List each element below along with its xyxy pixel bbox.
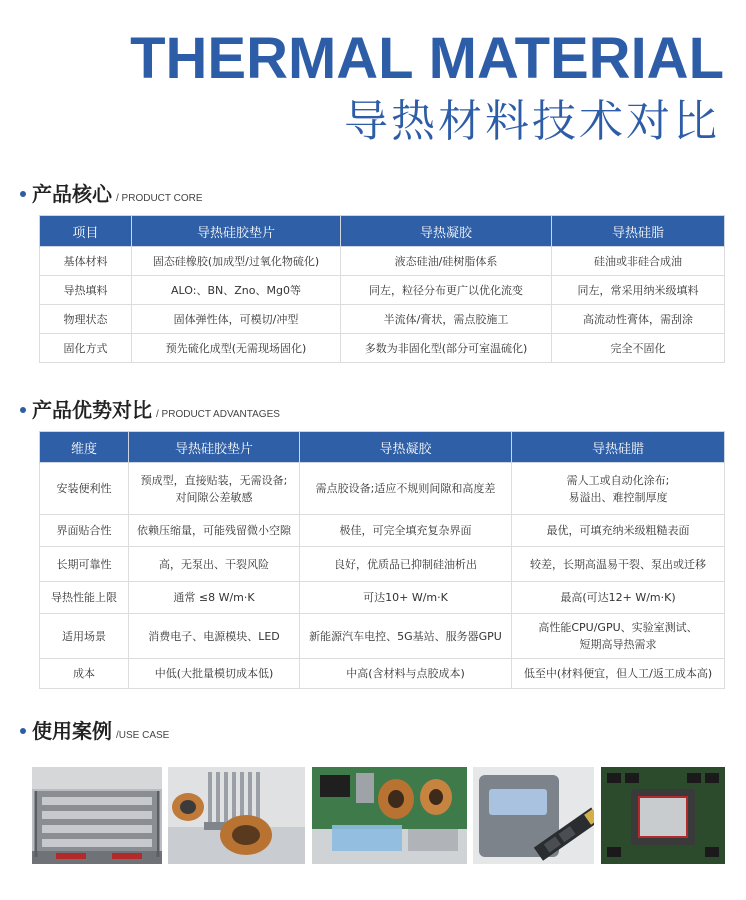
advantages-table — [39, 431, 725, 689]
hero-title-cn: 导热材料技术对比 — [344, 96, 720, 147]
table-row — [40, 305, 725, 334]
advantages-section-title: 产品优势对比 — [32, 398, 152, 422]
core-header-cell: 导热硅胶垫片 — [132, 216, 341, 247]
table-cell: 需点胶设备;适应不规则间隙和高度差 — [300, 463, 512, 515]
table-cell: 硅油或非硅合成油 — [552, 247, 725, 276]
table-cell: 物理状态 — [40, 305, 132, 334]
table-cell: 多数为非固化型(部分可室温硫化) — [341, 334, 552, 363]
heatsink-inductor-photo — [168, 767, 305, 864]
table-cell: 需人工或自动化涂布; 易溢出、难控制厚度 — [512, 463, 725, 515]
table-cell: 消费电子、电源模块、LED — [129, 614, 300, 659]
table-cell: 中低(大批量模切成本低) — [129, 659, 300, 689]
advantages-table-header-row — [40, 432, 725, 463]
table-cell: 通常 ≤8 W/m·K — [129, 582, 300, 614]
table-cell: 高流动性膏体，需刮涂 — [552, 305, 725, 334]
advantages-header-cell: 导热硅胶垫片 — [129, 432, 300, 463]
core-section-title: 产品核心 — [32, 182, 112, 206]
table-cell: 安装便利性 — [40, 463, 129, 515]
advantages-header-cell: 维度 — [40, 432, 129, 463]
cases-section-subtitle: /USE CASE — [116, 730, 170, 741]
table-row — [40, 247, 725, 276]
bullet-dot-icon — [20, 728, 26, 734]
table-cell: 成本 — [40, 659, 129, 689]
table-cell: 高性能CPU/GPU、实验室测试、 短期高导热需求 — [512, 614, 725, 659]
table-cell: 中高(含材料与点胶成本) — [300, 659, 512, 689]
table-cell: 最高(可达12+ W/m·K) — [512, 582, 725, 614]
table-cell: 导热填料 — [40, 276, 132, 305]
gpu-chip-photo — [601, 767, 725, 864]
table-cell: 可达10+ W/m·K — [300, 582, 512, 614]
core-table — [39, 215, 725, 363]
table-cell: ALO:、BN、Zno、Mg0等 — [132, 276, 341, 305]
core-header-cell: 导热凝胶 — [341, 216, 552, 247]
core-header-cell: 导热硅脂 — [552, 216, 725, 247]
table-cell: 长期可靠性 — [40, 547, 129, 582]
advantages-section-subtitle: / PRODUCT ADVANTAGES — [156, 409, 280, 420]
advantages-header-cell: 导热凝胶 — [300, 432, 512, 463]
table-cell: 界面贴合性 — [40, 515, 129, 547]
table-row — [40, 334, 725, 363]
table-cell: 固态硅橡胶(加成型/过氧化物硫化) — [132, 247, 341, 276]
table-row — [40, 614, 725, 659]
table-row — [40, 659, 725, 689]
table-cell: 高，无泵出、干裂风险 — [129, 547, 300, 582]
table-cell: 同左，常采用纳米级填料 — [552, 276, 725, 305]
table-cell: 固化方式 — [40, 334, 132, 363]
ssd-thermal-pad-photo — [473, 767, 594, 864]
table-row — [40, 515, 725, 547]
table-cell: 较差，长期高温易干裂、泵出或迁移 — [512, 547, 725, 582]
table-cell: 基体材料 — [40, 247, 132, 276]
core-table-header-row — [40, 216, 725, 247]
cases-section-heading — [20, 715, 169, 744]
table-cell: 预成型，直接贴装，无需设备; 对间隙公差敏感 — [129, 463, 300, 515]
table-cell: 完全不固化 — [552, 334, 725, 363]
power-board-photo — [312, 767, 467, 864]
table-cell: 同左，粒径分布更广以优化流变 — [341, 276, 552, 305]
table-row — [40, 547, 725, 582]
core-section-heading — [20, 178, 203, 207]
hero-title-en: THERMAL MATERIAL — [130, 26, 724, 91]
table-row — [40, 463, 725, 515]
table-cell: 新能源汽车电控、5G基站、服务器GPU — [300, 614, 512, 659]
table-cell: 预先硫化成型(无需现场固化) — [132, 334, 341, 363]
table-cell: 适用场景 — [40, 614, 129, 659]
advantages-header-cell: 导热硅腊 — [512, 432, 725, 463]
table-cell: 极佳，可完全填充复杂界面 — [300, 515, 512, 547]
table-row — [40, 276, 725, 305]
table-row — [40, 582, 725, 614]
table-cell: 导热性能上限 — [40, 582, 129, 614]
table-cell: 低至中(材料便宜，但人工/返工成本高) — [512, 659, 725, 689]
table-cell: 液态硅油/硅树脂体系 — [341, 247, 552, 276]
cases-section-title: 使用案例 — [32, 719, 112, 743]
battery-module-photo — [32, 767, 162, 864]
bullet-dot-icon — [20, 191, 26, 197]
table-cell: 最优，可填充纳米级粗糙表面 — [512, 515, 725, 547]
table-cell: 固体弹性体，可模切/冲型 — [132, 305, 341, 334]
table-cell: 良好，优质品已抑制硅油析出 — [300, 547, 512, 582]
advantages-section-heading — [20, 394, 280, 423]
core-section-subtitle: / PRODUCT CORE — [116, 193, 203, 204]
bullet-dot-icon — [20, 407, 26, 413]
table-cell: 依赖压缩量，可能残留微小空隙 — [129, 515, 300, 547]
core-header-cell: 项目 — [40, 216, 132, 247]
table-cell: 半流体/膏状，需点胶施工 — [341, 305, 552, 334]
